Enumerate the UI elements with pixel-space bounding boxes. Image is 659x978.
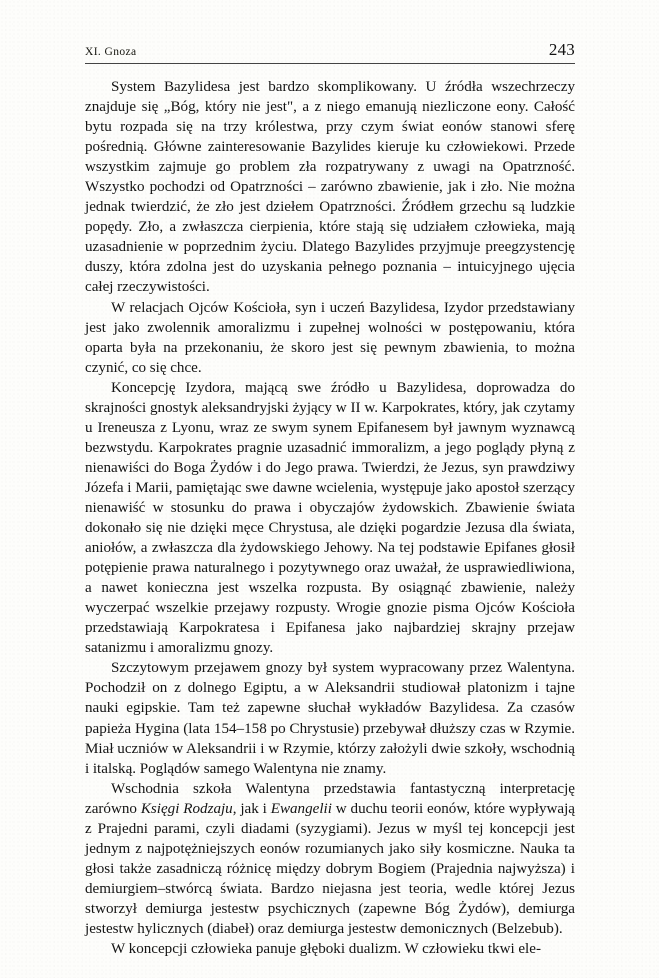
paragraph: Szczytowym przejawem gnozy był system wypracowany przez Walentyna. Pochodził on z dolnego Egiptu, a w Aleksandrii studiował platonizm i tajne nauki egipskie. Tam też zapewne słuchał wykładów Bazylidesa. Za czasów papieża Hygina (lata 154–158 po Chrystusie) przebywał dłuższy czas w Rzymie. Miał uczniów w Aleksandrii i w Rzymie, którzy założyli dwie szkoły, wschodnią i italską. Poglądów samego Walentyna nie znamy. <box>85 660 575 777</box>
page-number: 243 <box>548 40 575 59</box>
paragraph: Wschodnia szkoła Walentyna przedstawia fantastyczną interpretację zarówno Księgi Rodzaju, jak i Ewangelii w duchu teorii eonów, które wypływają z Prajedni parami, czyli diadami (syzygiami). Jezus w myśl tej koncepcji jest jednym z najpotężniejszych eonów rozumianych jako siły kosmiczne. Nauka ta głosi także zasadniczą różnicę między dobrym Bogiem (Prajednia najwyższa) i demiurgiem–stwórcą świata. Bardzo niejasna jest teoria, wedle której Jezus stworzył demiurga jestestw psychicznych (zapewne Bóg Żydów), demiurga jestestw hylicznych (diabeł) oraz demiurga jestestw demonicznych (Belzebub). <box>85 780 575 937</box>
italic-title: Księgi Rodzaju <box>140 800 233 817</box>
paragraph: W koncepcji człowieka panuje głęboki dualizm. W człowieku tkwi ele- <box>111 941 541 958</box>
header-rule <box>85 63 575 64</box>
running-head-chapter: XI. Gnoza <box>85 46 137 58</box>
paragraph: Koncepcję Izydora, mającą swe źródło u Bazylidesa, doprowadza do skrajności gnostyk aleksandryjski żyjący w II w. Karpokrates, który, jak czytamy u Ireneusza z Lyonu, wraz ze swym synem Epifanesem był jawnym wyznawcą bezwstydu. Karpokrates pragnie uzasadnić immoralizm, a jego poglądy płyną z nienawiści do Boga Żydów i do Jego prawa. Twierdzi, że Jezus, syn prawdziwy Józefa i Marii, pamiętając swe dawne wcielenia, występuje jako apostoł szerzący nienawiść w stosunku do prawa i obyczajów żydowskich. Zbawienie świata dokonało się nie dzięki męce Chrystusa, ale dzięki pogardzie Jezusa dla świata, aniołów, a zwłaszcza dla żydowskiego Jehowy. Na tej podstawie Epifanes głosił potępienie prawa naturalnego i pozytywnego oraz uważał, że usprawiedliwiona, a nawet konieczna jest wszelka rozpusta. By osiągnąć zbawienie, należy wyczerpać wszelkie przejawy rozpusty. Wrogie gnozie pisma Ojców Kościoła przedstawiają Karpokratesa i Epifanesa jako najbardziej skrajny przejaw satanizmu i amoralizmu gnozy. <box>85 379 575 657</box>
running-head <box>85 40 575 62</box>
paragraph: System Bazylidesa jest bardzo skomplikowany. U źródła wszechrzeczy znajduje się „Bóg, który nie jest", a z niego emanują niezliczone eony. Całość bytu rozpada się na trzy królestwa, przy czym świat eonów stanowi sferę pośrednią. Główne zainteresowanie Bazylides kieruje ku człowiekowi. Przede wszystkim zajmuje go problem zła rozpatrywany z uwagi na Opatrzność. Wszystko pochodzi od Opatrzności – zarówno zbawienie, jak i zło. Nie można jednak twierdzić, że zło jest dziełem Opatrzności. Źródłem grzechu są ludzkie popędy. Zło, a zwłaszcza cierpienia, które stają się udziałem człowieka, mają uzasadnienie w poprzednim życiu. Dlatego Bazylides przyjmuje preegzystencję duszy, która zdolna jest do uzyskania pełnego poznania – intuicyjnego ujęcia całej rzeczywistości. <box>85 79 575 296</box>
page-content <box>85 40 575 959</box>
paragraph: W relacjach Ojców Kościoła, syn i uczeń Bazylidesa, Izydor przedstawiany jest jako zwolennik amoralizmu i zupełnej wolności w postępowaniu, która oparta była na przekonaniu, że skoro jest się pewnym zbawienia, to można czynić, co się chce. <box>85 299 575 376</box>
body-text <box>85 77 575 959</box>
italic-title: Ewangelii <box>270 800 332 817</box>
